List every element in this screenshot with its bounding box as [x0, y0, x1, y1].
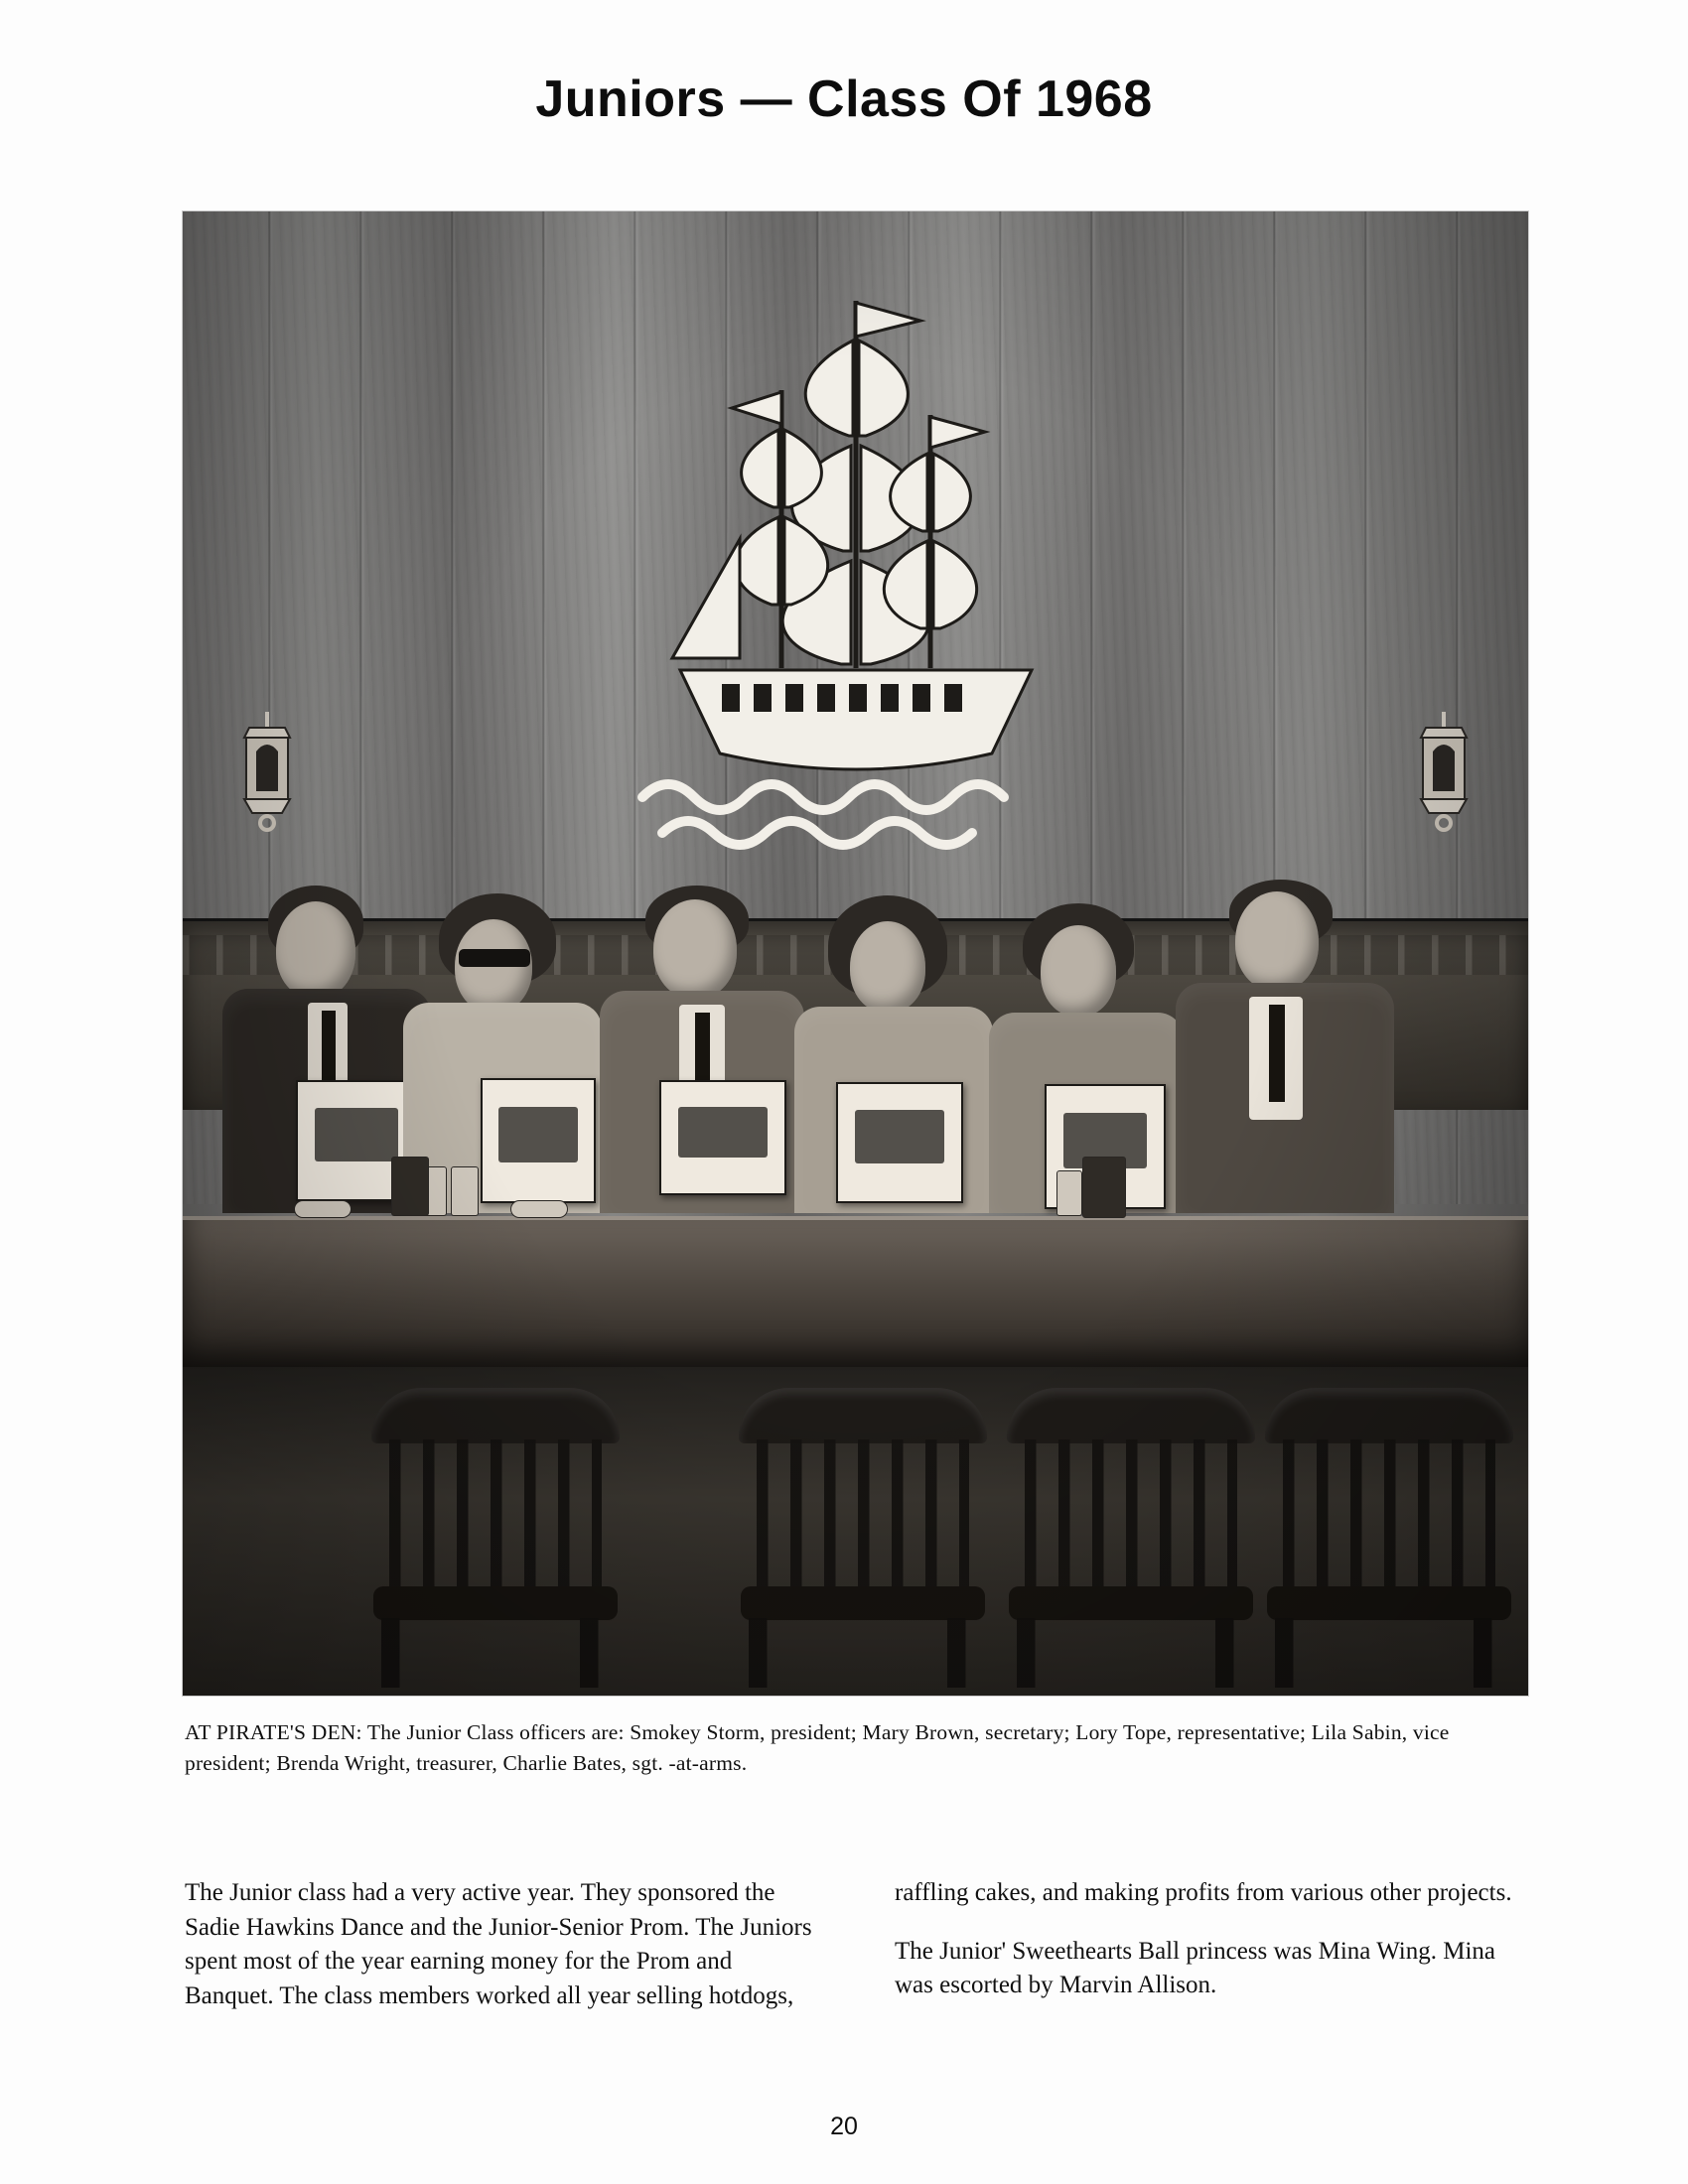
- menu-card: [836, 1082, 963, 1203]
- paragraph: The Junior class had a very active year. They sponsored the Sadie Hawkins Dance and the Junior-Senior Prom. The Juniors spent most of the year earning money for the Prom and Banquet. The class members worked all year selling hotdogs,: [185, 1879, 812, 2009]
- napkin-holder: [1082, 1157, 1126, 1218]
- article-body: [185, 1876, 1535, 2037]
- ashtray: [294, 1200, 352, 1218]
- article-column-left: [185, 1876, 825, 2037]
- wall-lantern-icon: [230, 708, 304, 837]
- menu-card: [481, 1078, 596, 1203]
- photo-caption: AT PIRATE'S DEN: The Junior Class officers are: Smokey Storm, president; Mary Brown, secretary; Lory Tope, representative; Lila Sabin, vice president; Brenda Wright, treasurer, Charlie Bates, sgt. -at-arms.: [185, 1720, 1450, 1775]
- ashtray: [510, 1200, 568, 1218]
- page-number: 20: [830, 2113, 858, 2140]
- person-charlie-bates: [600, 886, 804, 1213]
- person-mary-brown: [794, 895, 993, 1213]
- wall-lantern-icon: [1407, 708, 1480, 837]
- menu-card: [659, 1080, 786, 1195]
- salt-shaker: [1056, 1170, 1082, 1216]
- captains-chair: [371, 1388, 620, 1686]
- sailing-ship-mural-icon: [623, 241, 1089, 896]
- captains-chair: [1265, 1388, 1513, 1686]
- person-lory-tope: [1176, 880, 1394, 1213]
- napkin-holder: [391, 1157, 429, 1216]
- paragraph: The Junior' Sweethearts Ball princess was Mina Wing. Mina was escorted by Marvin Allison.: [895, 1937, 1496, 1998]
- article-column-right: [895, 1876, 1535, 2037]
- class-officers-photo: [183, 211, 1528, 1696]
- person-lila-sabin: [403, 893, 602, 1213]
- captains-chair: [1007, 1388, 1255, 1686]
- paragraph: raffling cakes, and making profits from various other projects.: [895, 1879, 1512, 1906]
- captains-chair: [739, 1388, 987, 1686]
- dining-table: [183, 1216, 1528, 1371]
- pepper-shaker: [451, 1166, 479, 1216]
- page-title: Juniors — Class Of 1968: [535, 70, 1153, 128]
